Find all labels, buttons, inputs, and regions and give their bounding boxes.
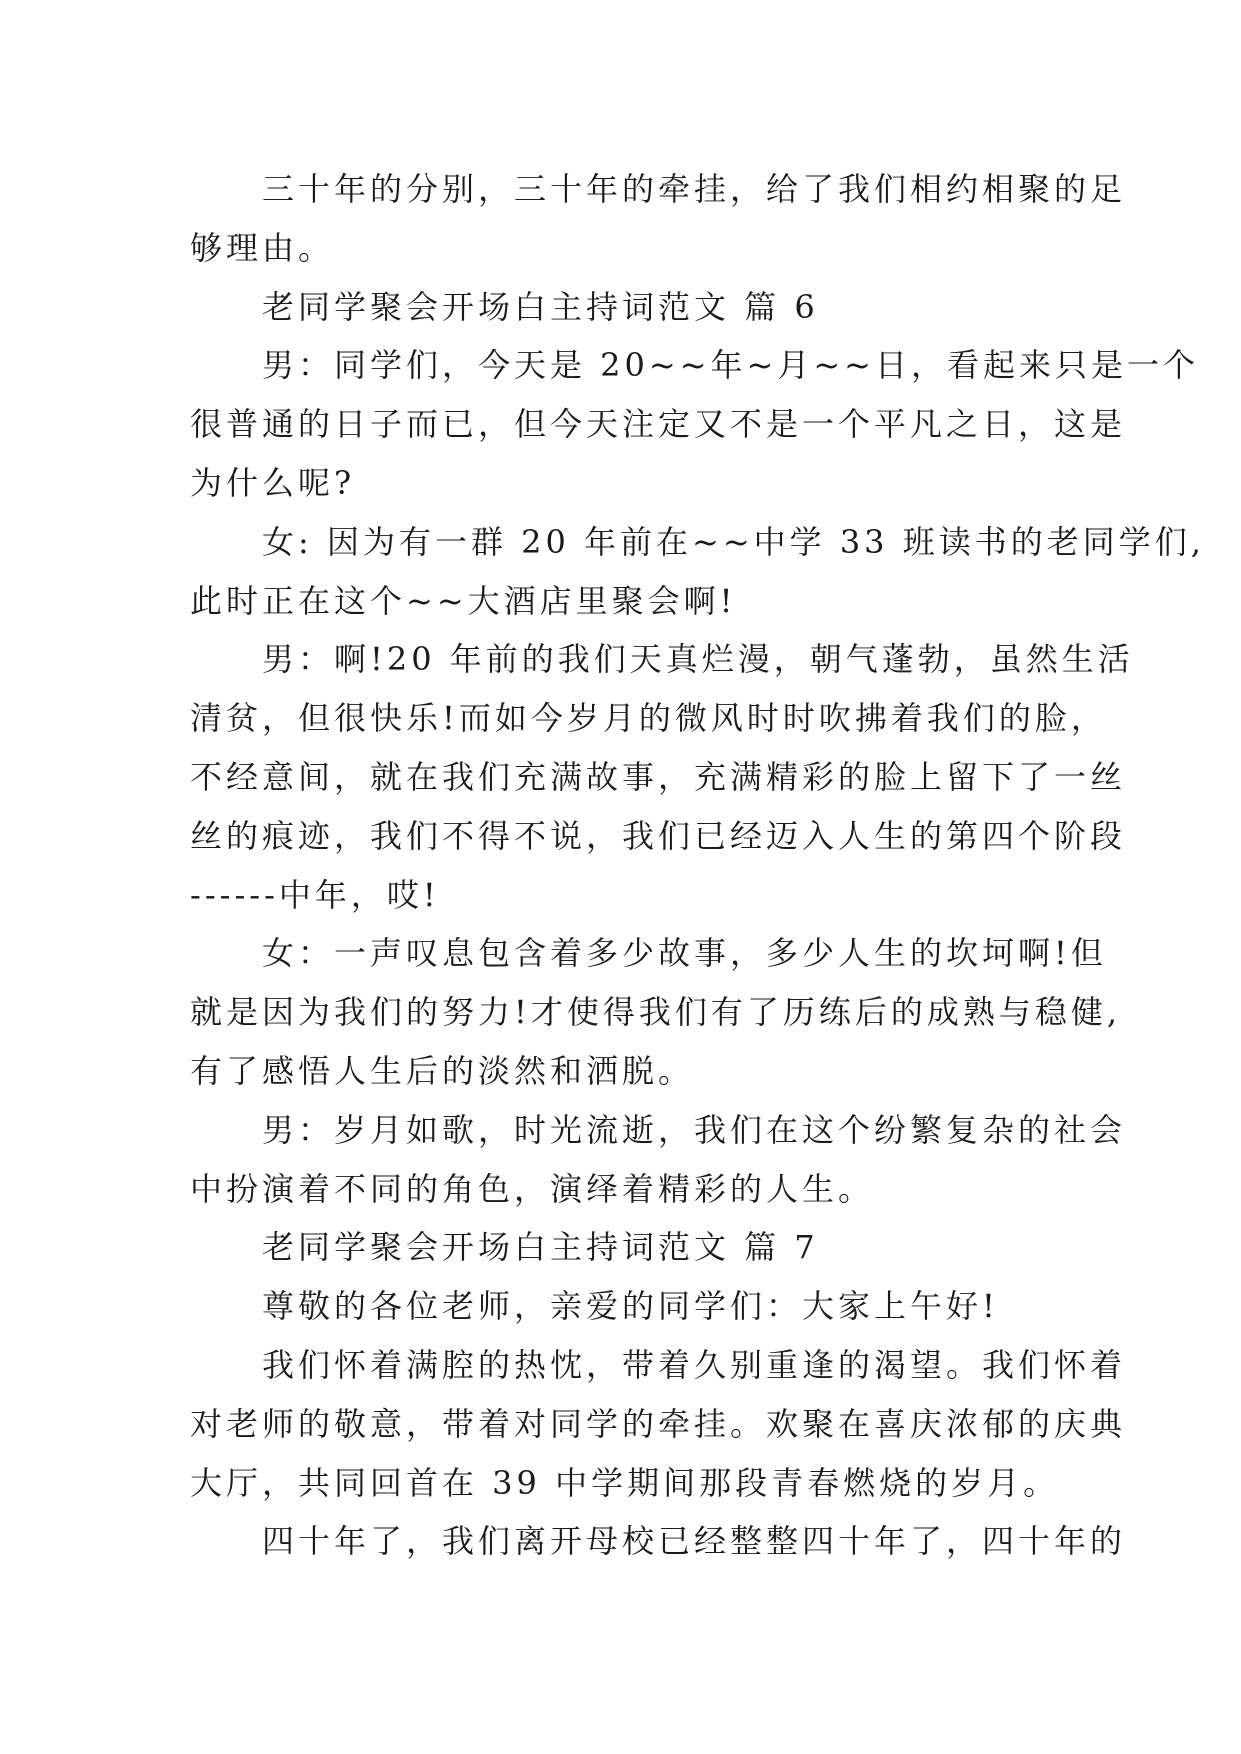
text-line: 不经意间，就在我们充满故事，充满精彩的脸上留下了一丝 xyxy=(190,757,1127,796)
text-line: 为什么呢? xyxy=(190,463,356,502)
text-line: 丝的痕迹，我们不得不说，我们已经迈入人生的第四个阶段 xyxy=(190,816,1127,855)
text-line: 很普通的日子而已，但今天注定又不是一个平凡之日，这是 xyxy=(190,405,1127,444)
text-line: 此时正在这个~~大酒店里聚会啊! xyxy=(190,581,737,620)
text-line: 有了感悟人生后的淡然和洒脱。 xyxy=(190,1051,695,1090)
section-heading: 老同学聚会开场白主持词范文 篇 7 xyxy=(262,1228,819,1267)
text-line: ------中年，哎! xyxy=(190,875,440,914)
text-line: 中扮演着不同的角色，演绎着精彩的人生。 xyxy=(190,1169,875,1208)
text-line: 男：同学们，今天是 20~~年~月~~日，看起来只是一个 xyxy=(262,346,1199,385)
text-line: 男：啊!20 年前的我们天真烂漫，朝气蓬勃，虽然生活 xyxy=(262,640,1134,679)
text-line: 清贫，但很快乐!而如今岁月的微风时时吹拂着我们的脸， xyxy=(190,699,1107,738)
text-line: 女: 因为有一群 20 年前在~~中学 33 班读书的老同学们, xyxy=(262,522,1205,561)
text-line: 就是因为我们的努力!才使得我们有了历练后的成熟与稳健, xyxy=(190,993,1122,1032)
text-line: 尊敬的各位老师，亲爱的同学们：大家上午好! xyxy=(262,1287,999,1326)
text-line: 大厅，共同回首在 39 中学期间那段青春燃烧的岁月。 xyxy=(190,1463,1060,1502)
text-line: 四十年了，我们离开母校已经整整四十年了，四十年的 xyxy=(262,1522,1127,1561)
body-text xyxy=(190,160,1205,1571)
text-line: 三十年的分别，三十年的牵挂，给了我们相约相聚的足 xyxy=(262,170,1127,208)
text-line: 男：岁月如歌，时光流逝，我们在这个纷繁复杂的社会 xyxy=(262,1110,1127,1149)
text-line: 够理由。 xyxy=(190,228,335,267)
text-line: 女：一声叹息包含着多少故事，多少人生的坎坷啊!但 xyxy=(262,934,1107,973)
text-line: 对老师的敬意，带着对同学的牵挂。欢聚在喜庆浓郁的庆典 xyxy=(190,1404,1127,1443)
text-line: 我们怀着满腔的热忱，带着久别重逢的渴望。我们怀着 xyxy=(262,1345,1127,1384)
section-heading: 老同学聚会开场白主持词范文 篇 6 xyxy=(262,287,819,326)
